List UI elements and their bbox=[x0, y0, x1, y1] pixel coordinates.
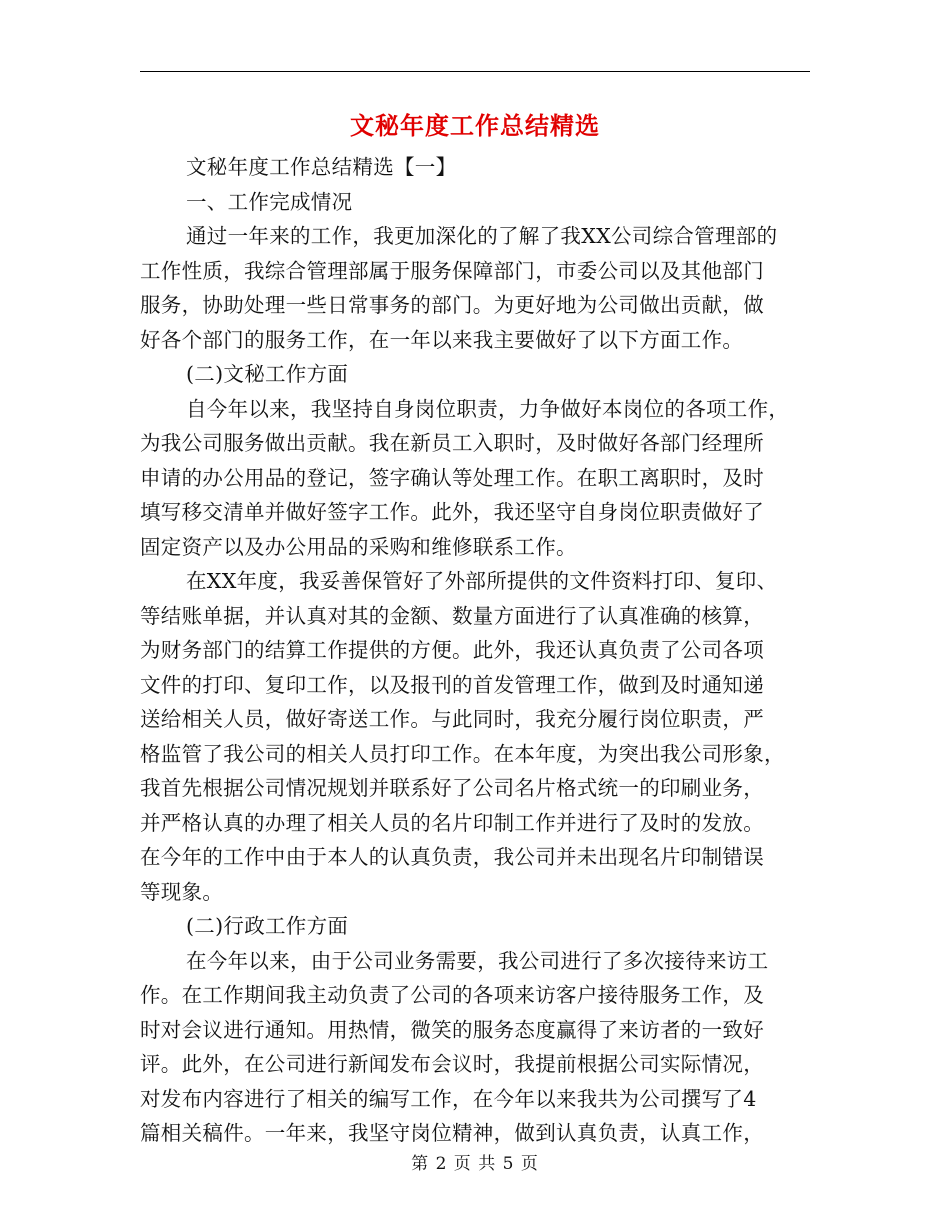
text-line: 服务，协助处理一些日常事务的部门。为更好地为公司做出贡献，做 bbox=[140, 293, 764, 317]
text-line: 等结账单据，并认真对其的金额、数量方面进行了认真准确的核算， bbox=[140, 603, 764, 628]
text-line: 格监管了我公司的相关人员打印工作。在本年度，为突出我公司形象， bbox=[140, 741, 785, 766]
page-number: 第 2 页 共 5 页 bbox=[411, 1154, 539, 1174]
text-line: 一、工作完成情况 bbox=[186, 189, 353, 214]
text-line: 时对会议进行通知。用热情，微笑的服务态度赢得了来访者的一致好 bbox=[140, 1017, 764, 1042]
text-line: 好各个部门的服务工作，在一年以来我主要做好了以下方面工作。 bbox=[140, 327, 744, 352]
text-line: 工作性质，我综合管理部属于服务保障部门，市委公司以及其他部门 bbox=[140, 258, 764, 283]
text-line: (二)文秘工作方面 bbox=[186, 362, 349, 386]
text-line: 为财务部门的结算工作提供的方便。此外，我还认真负责了公司各项 bbox=[140, 638, 764, 662]
text-line: 送给相关人员，做好寄送工作。与此同时，我充分履行岗位职责，严 bbox=[140, 707, 764, 731]
text-line: 对发布内容进行了相关的编写工作，在今年以来我共为公司撰写了4 bbox=[140, 1086, 757, 1111]
text-line: 评。此外，在公司进行新闻发布会议时，我提前根据公司实际情况， bbox=[140, 1052, 764, 1076]
text-line: 我首先根据公司情况规划并联系好了公司名片格式统一的印刷业务， bbox=[140, 776, 764, 800]
text-line: 为我公司服务做出贡献。我在新员工入职时，及时做好各部门经理所 bbox=[140, 431, 764, 455]
text-line: 自今年以来，我坚持自身岗位职责，力争做好本岗位的各项工作， bbox=[186, 396, 790, 421]
text-line: 固定资产以及办公用品的采购和维修联系工作。 bbox=[140, 534, 577, 559]
text-line: 篇相关稿件。一年来，我坚守岗位精神，做到认真负责，认真工作， bbox=[140, 1121, 764, 1145]
text-line: (二)行政工作方面 bbox=[186, 914, 349, 938]
document-body bbox=[140, 150, 810, 1151]
text-line: 作。在工作期间我主动负责了公司的各项来访客户接待服务工作，及 bbox=[140, 983, 764, 1007]
text-line: 在XX年度，我妥善保管好了外部所提供的文件资料打印、复印、 bbox=[186, 569, 778, 593]
text-line: 填写移交清单并做好签字工作。此外，我还坚守自身岗位职责做好了 bbox=[140, 500, 764, 524]
text-line: 在今年的工作中由于本人的认真负责，我公司并未出现名片印制错误 bbox=[140, 845, 764, 869]
header-rule bbox=[140, 71, 810, 72]
text-line: 通过一年来的工作，我更加深化的了解了我XX公司综合管理部的 bbox=[186, 224, 778, 248]
text-line: 等现象。 bbox=[140, 879, 224, 904]
text-line: 文秘年度工作总结精选【一】 bbox=[186, 155, 457, 179]
text-line: 文件的打印、复印工作，以及报刊的首发管理工作，做到及时通知递 bbox=[140, 672, 764, 697]
text-line: 申请的办公用品的登记，签字确认等处理工作。在职工离职时，及时 bbox=[140, 465, 764, 490]
document-title: 文秘年度工作总结精选 bbox=[350, 111, 600, 140]
text-line: 并严格认真的办理了相关人员的名片印制工作并进行了及时的发放。 bbox=[140, 810, 764, 835]
text-line: 在今年以来，由于公司业务需要，我公司进行了多次接待来访工 bbox=[186, 948, 769, 973]
